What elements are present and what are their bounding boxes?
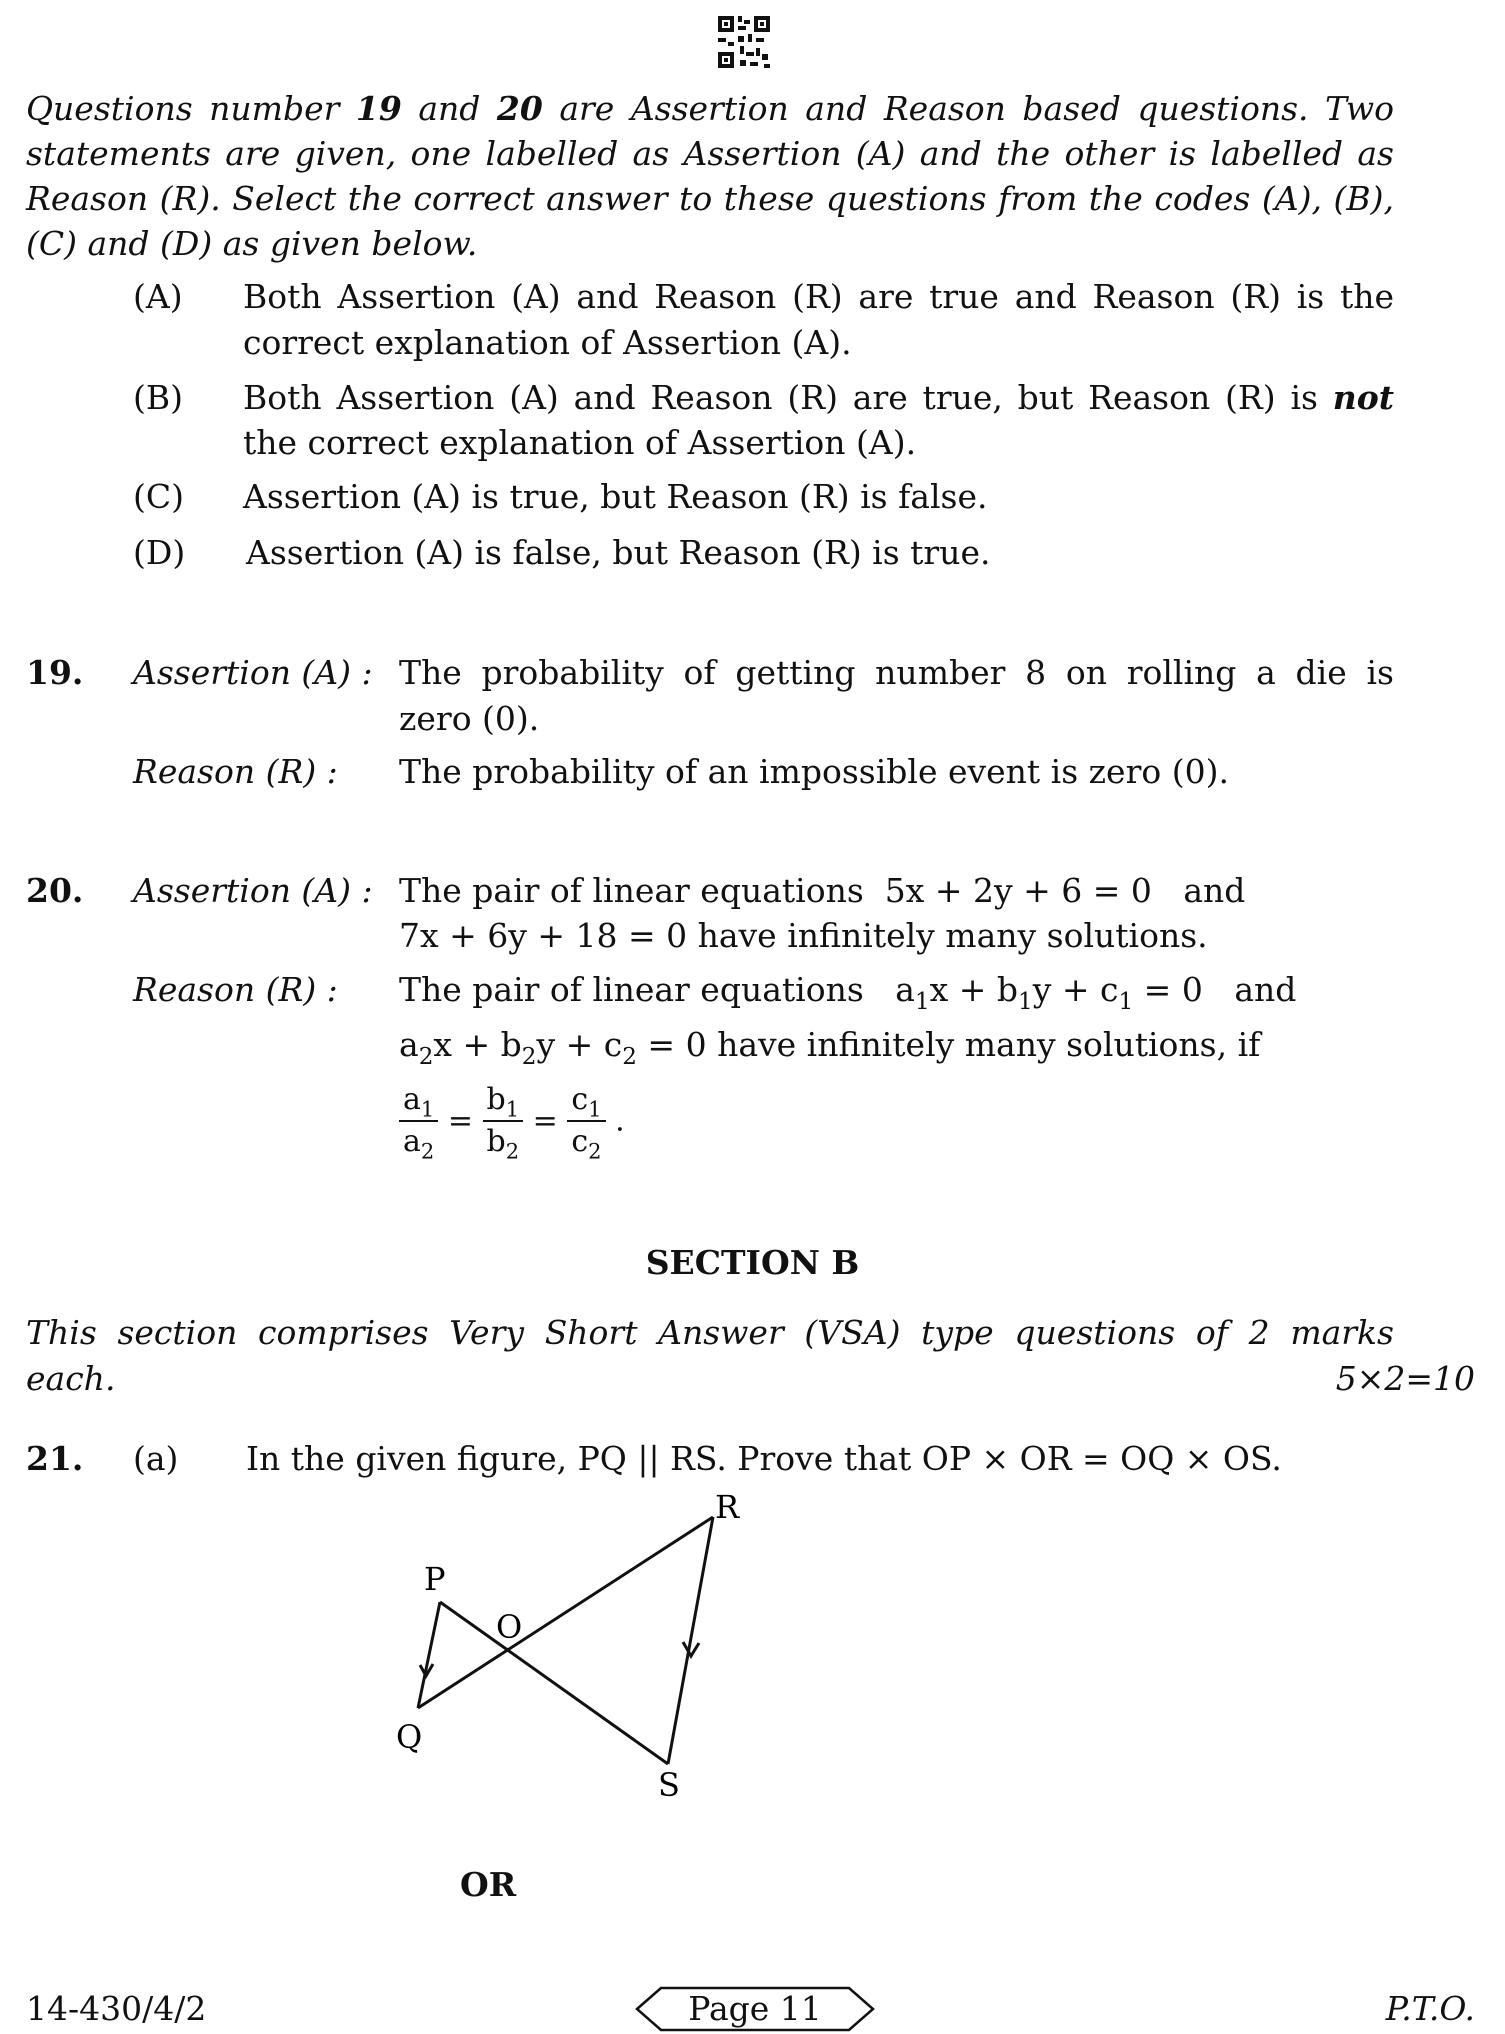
line-ps bbox=[440, 1602, 668, 1764]
code-text-b-line2: the correct explanation of Assertion (A). bbox=[243, 423, 917, 462]
equation-a1: $a_1x + b_1y + c_1 = 0$ bbox=[895, 970, 1203, 1016]
q20-ratio-condition: $\frac{a_1}{a_2}$ = $\frac{b_1}{b_2}$ = $\frac{c_1}{c_2}$ . bbox=[399, 1080, 625, 1162]
line-pq bbox=[418, 1602, 440, 1708]
line-rs bbox=[668, 1517, 713, 1764]
q20-assertion-label: Assertion (A) : bbox=[133, 871, 373, 910]
label-p: P bbox=[424, 1560, 446, 1598]
instructions-line-3: Reason (R). Select the correct answer to these questions from the codes (A), (B), bbox=[26, 179, 1394, 218]
q21-text: In the given figure, PQ || RS. Prove that OP × OR = OQ × OS. bbox=[246, 1439, 1282, 1478]
footer-page-number: Page 11 bbox=[688, 1989, 822, 2028]
section-b-desc-line1: This section comprises Very Short Answer (VSA) type questions of 2 marks bbox=[26, 1313, 1394, 1352]
instructions-line-4: (C) and (D) as given below. bbox=[26, 224, 478, 263]
q19-assertion-line1: The probability of getting number 8 on rolling a die is bbox=[399, 653, 1394, 692]
q19-reason-line1: The probability of an impossible event is zero (0). bbox=[399, 752, 1229, 791]
q19-assertion-label: Assertion (A) : bbox=[133, 653, 373, 692]
q20-reason-line1: The pair of linear equations $a_1x + b_1y + c_1 = 0$ and bbox=[399, 970, 1297, 1016]
label-q: Q bbox=[396, 1718, 423, 1756]
code-text-a-line2: correct explanation of Assertion (A). bbox=[243, 323, 852, 362]
label-o: O bbox=[496, 1608, 523, 1646]
q20-assertion-line2: 7x + 6y + 18 = 0 have infinitely many solutions. bbox=[399, 916, 1208, 955]
code-text-c: Assertion (A) is true, but Reason (R) is false. bbox=[243, 477, 988, 516]
fraction-b: $\frac{b_1}{b_2}$ bbox=[483, 1080, 524, 1162]
fraction-c: $\frac{c_1}{c_2}$ bbox=[567, 1080, 605, 1162]
footer-code: 14-430/4/2 bbox=[26, 1989, 207, 2028]
line-qr bbox=[418, 1517, 713, 1708]
q19-reason-label: Reason (R) : bbox=[133, 752, 338, 791]
q19-assertion-line2: zero (0). bbox=[399, 699, 540, 738]
q21-part: (a) bbox=[133, 1439, 179, 1478]
section-b-marks: 5×2=10 bbox=[1335, 1359, 1475, 1398]
code-label-a: (A) bbox=[133, 277, 183, 316]
instructions-line-2: statements are given, one labelled as Assertion (A) and the other is labelled as bbox=[26, 134, 1394, 173]
code-text-d: Assertion (A) is false, but Reason (R) is true. bbox=[246, 533, 991, 572]
code-label-b: (B) bbox=[133, 378, 183, 417]
equation-a2: $a_2x + b_2y + c_2 = 0$ bbox=[399, 1025, 707, 1071]
geometry-figure bbox=[380, 1490, 780, 1820]
code-label-d: (D) bbox=[133, 533, 186, 572]
q19-number: 19. bbox=[26, 653, 84, 692]
q21-number: 21. bbox=[26, 1439, 84, 1478]
code-label-c: (C) bbox=[133, 477, 184, 516]
or-divider: OR bbox=[460, 1865, 517, 1904]
fraction-a: $\frac{a_1}{a_2}$ bbox=[399, 1080, 438, 1162]
section-b-heading: SECTION B bbox=[645, 1243, 860, 1282]
label-r: R bbox=[715, 1490, 740, 1526]
code-text-b-line1: Both Assertion (A) and Reason (R) are true, but Reason (R) is not bbox=[243, 378, 1394, 417]
q20-reason-line2: $a_2x + b_2y + c_2 = 0$ have infinitely many solutions, if bbox=[399, 1025, 1261, 1071]
q20-assertion-line1: The pair of linear equations 5x + 2y + 6 = 0 and bbox=[399, 871, 1246, 910]
section-b-desc-line2: each. bbox=[26, 1359, 116, 1398]
footer-pto: P.T.O. bbox=[1385, 1989, 1475, 2028]
q20-reason-label: Reason (R) : bbox=[133, 970, 338, 1009]
q20-number: 20. bbox=[26, 871, 84, 910]
label-s: S bbox=[658, 1766, 680, 1804]
qr-code-icon bbox=[716, 14, 772, 70]
instructions-line-1: Questions number 19 and 20 are Assertion and Reason based questions. Two bbox=[26, 89, 1394, 128]
code-text-a-line1: Both Assertion (A) and Reason (R) are true and Reason (R) is the bbox=[243, 277, 1394, 316]
